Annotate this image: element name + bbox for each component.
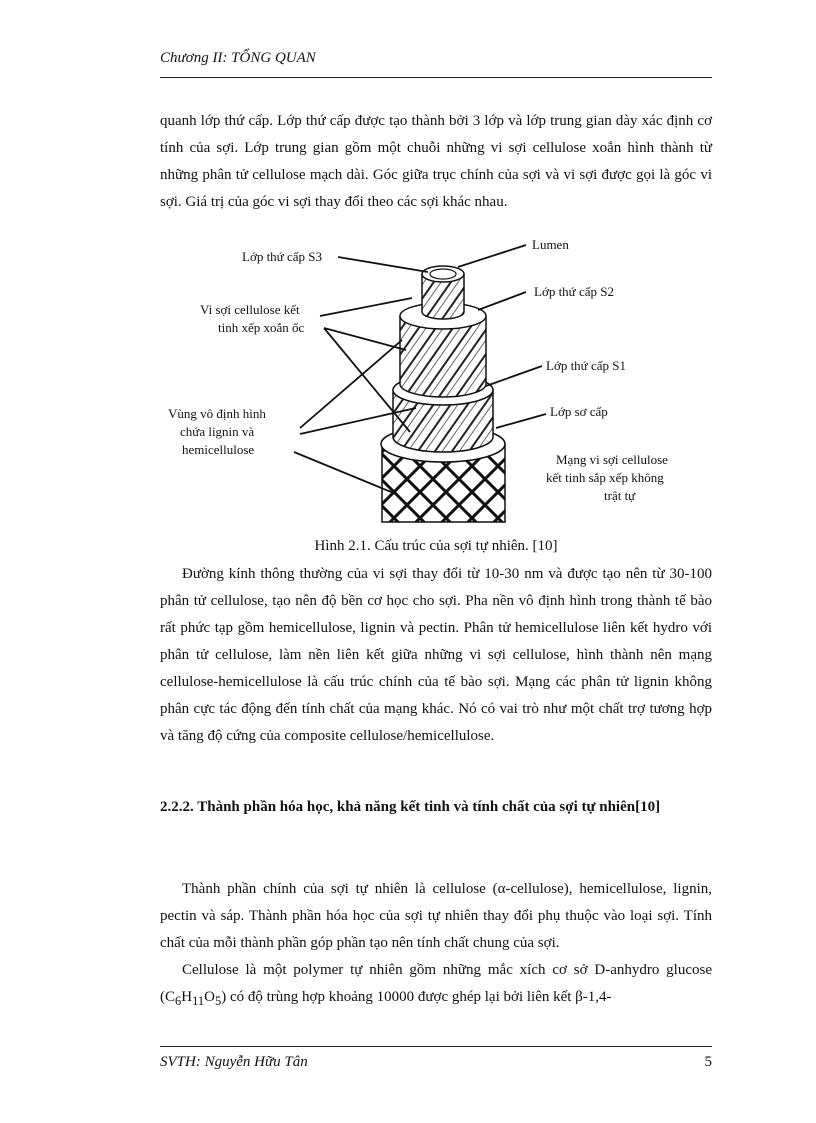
footer-author: SVTH: Nguyễn Hữu Tân [160, 1054, 308, 1070]
label-network-2: kết tinh sắp xếp không [546, 470, 664, 485]
label-s2: Lớp thứ cấp S2 [534, 284, 614, 299]
section-heading: 2.2.2. Thành phần hóa học, khả năng kết tinh và tính chất của sợi tự nhiên[10] [160, 799, 661, 815]
paragraph-4: Cellulose là một polymer tự nhiên gồm những mắc xích cơ sở D-anhydro glucose $(C_6H_{11}O_5)$ có độ trùng hợp khoảng 10000 được ghép lại bởi liên kết β-1,4- [160, 962, 712, 1008]
figure-caption: Hình 2.1. Cấu trúc của sợi tự nhiên. [10] [314, 538, 558, 554]
label-microfibril-1: Vi sợi cellulose kết [200, 302, 300, 317]
label-network-1: Mạng vi sợi cellulose [556, 452, 668, 467]
footer-rule [160, 1046, 712, 1047]
label-primary: Lớp sơ cấp [550, 404, 608, 419]
header-rule [160, 77, 712, 78]
paragraph-1: quanh lớp thứ cấp. Lớp thứ cấp được tạo thành bởi 3 lớp và lớp trung gian dày xác định cơ tính của sợi. Lớp trung gian gồm một chuỗi những vi sợi cellulose xoắn hình thành từ những phân tử cellulose mạch dài. Góc giữa trục chính của sợi và vi sợi được gọi là góc vi sợi. Giá trị của góc vi sợi thay đổi theo các sợi khác nhau. [160, 113, 712, 210]
label-amorphous-2: chứa lignin và [180, 424, 255, 439]
page-number: 5 [704, 1054, 712, 1070]
label-microfibril-2: tinh xếp xoắn ốc [218, 320, 305, 335]
label-amorphous-1: Vùng vô định hình [168, 406, 266, 421]
label-s1: Lớp thứ cấp S1 [546, 358, 626, 373]
fiber-structure-figure [160, 232, 720, 532]
label-amorphous-3: hemicellulose [182, 442, 255, 457]
paragraph-2: Đường kính thông thường của vi sợi thay đổi từ 10-30 nm và được tạo nên từ 30-100 phân tử cellulose, tạo nên độ bền cơ học cho sợi. Pha nền vô định hình trong thành tế bào rất phức tạp gồm hemicellulose, lignin và pectin. Phân tử hemicellulose liên kết hydro với phân tử cellulose, làm nền liên kết giữa những vi sợi cellulose, hình thành nên mạng cellulose-hemicellulose là cấu trúc chính của tế bào sợi. Mạng các phân tử lignin không phân cực tác động đến tính chất của mạng khác. Nó có vai trò như một chất trợ tương hợp và tăng độ cứng của composite cellulose/hemicellulose. [160, 566, 712, 744]
chapter-header: Chương II: TỔNG QUAN [160, 50, 316, 66]
label-lumen: Lumen [532, 237, 569, 252]
fiber-diagram [160, 232, 720, 532]
paragraph-3: Thành phần chính của sợi tự nhiên là cellulose (α-cellulose), hemicellulose, lignin, pectin và sáp. Thành phần hóa học của sợi tự nhiên thay đổi phụ thuộc vào loại sợi. Tính chất của mỗi thành phần góp phần tạo nên tính chất chung của sợi. [160, 881, 712, 951]
label-network-3: trật tự [604, 488, 636, 503]
label-s3: Lớp thứ cấp S3 [242, 249, 322, 264]
lumen-shape [430, 269, 456, 279]
